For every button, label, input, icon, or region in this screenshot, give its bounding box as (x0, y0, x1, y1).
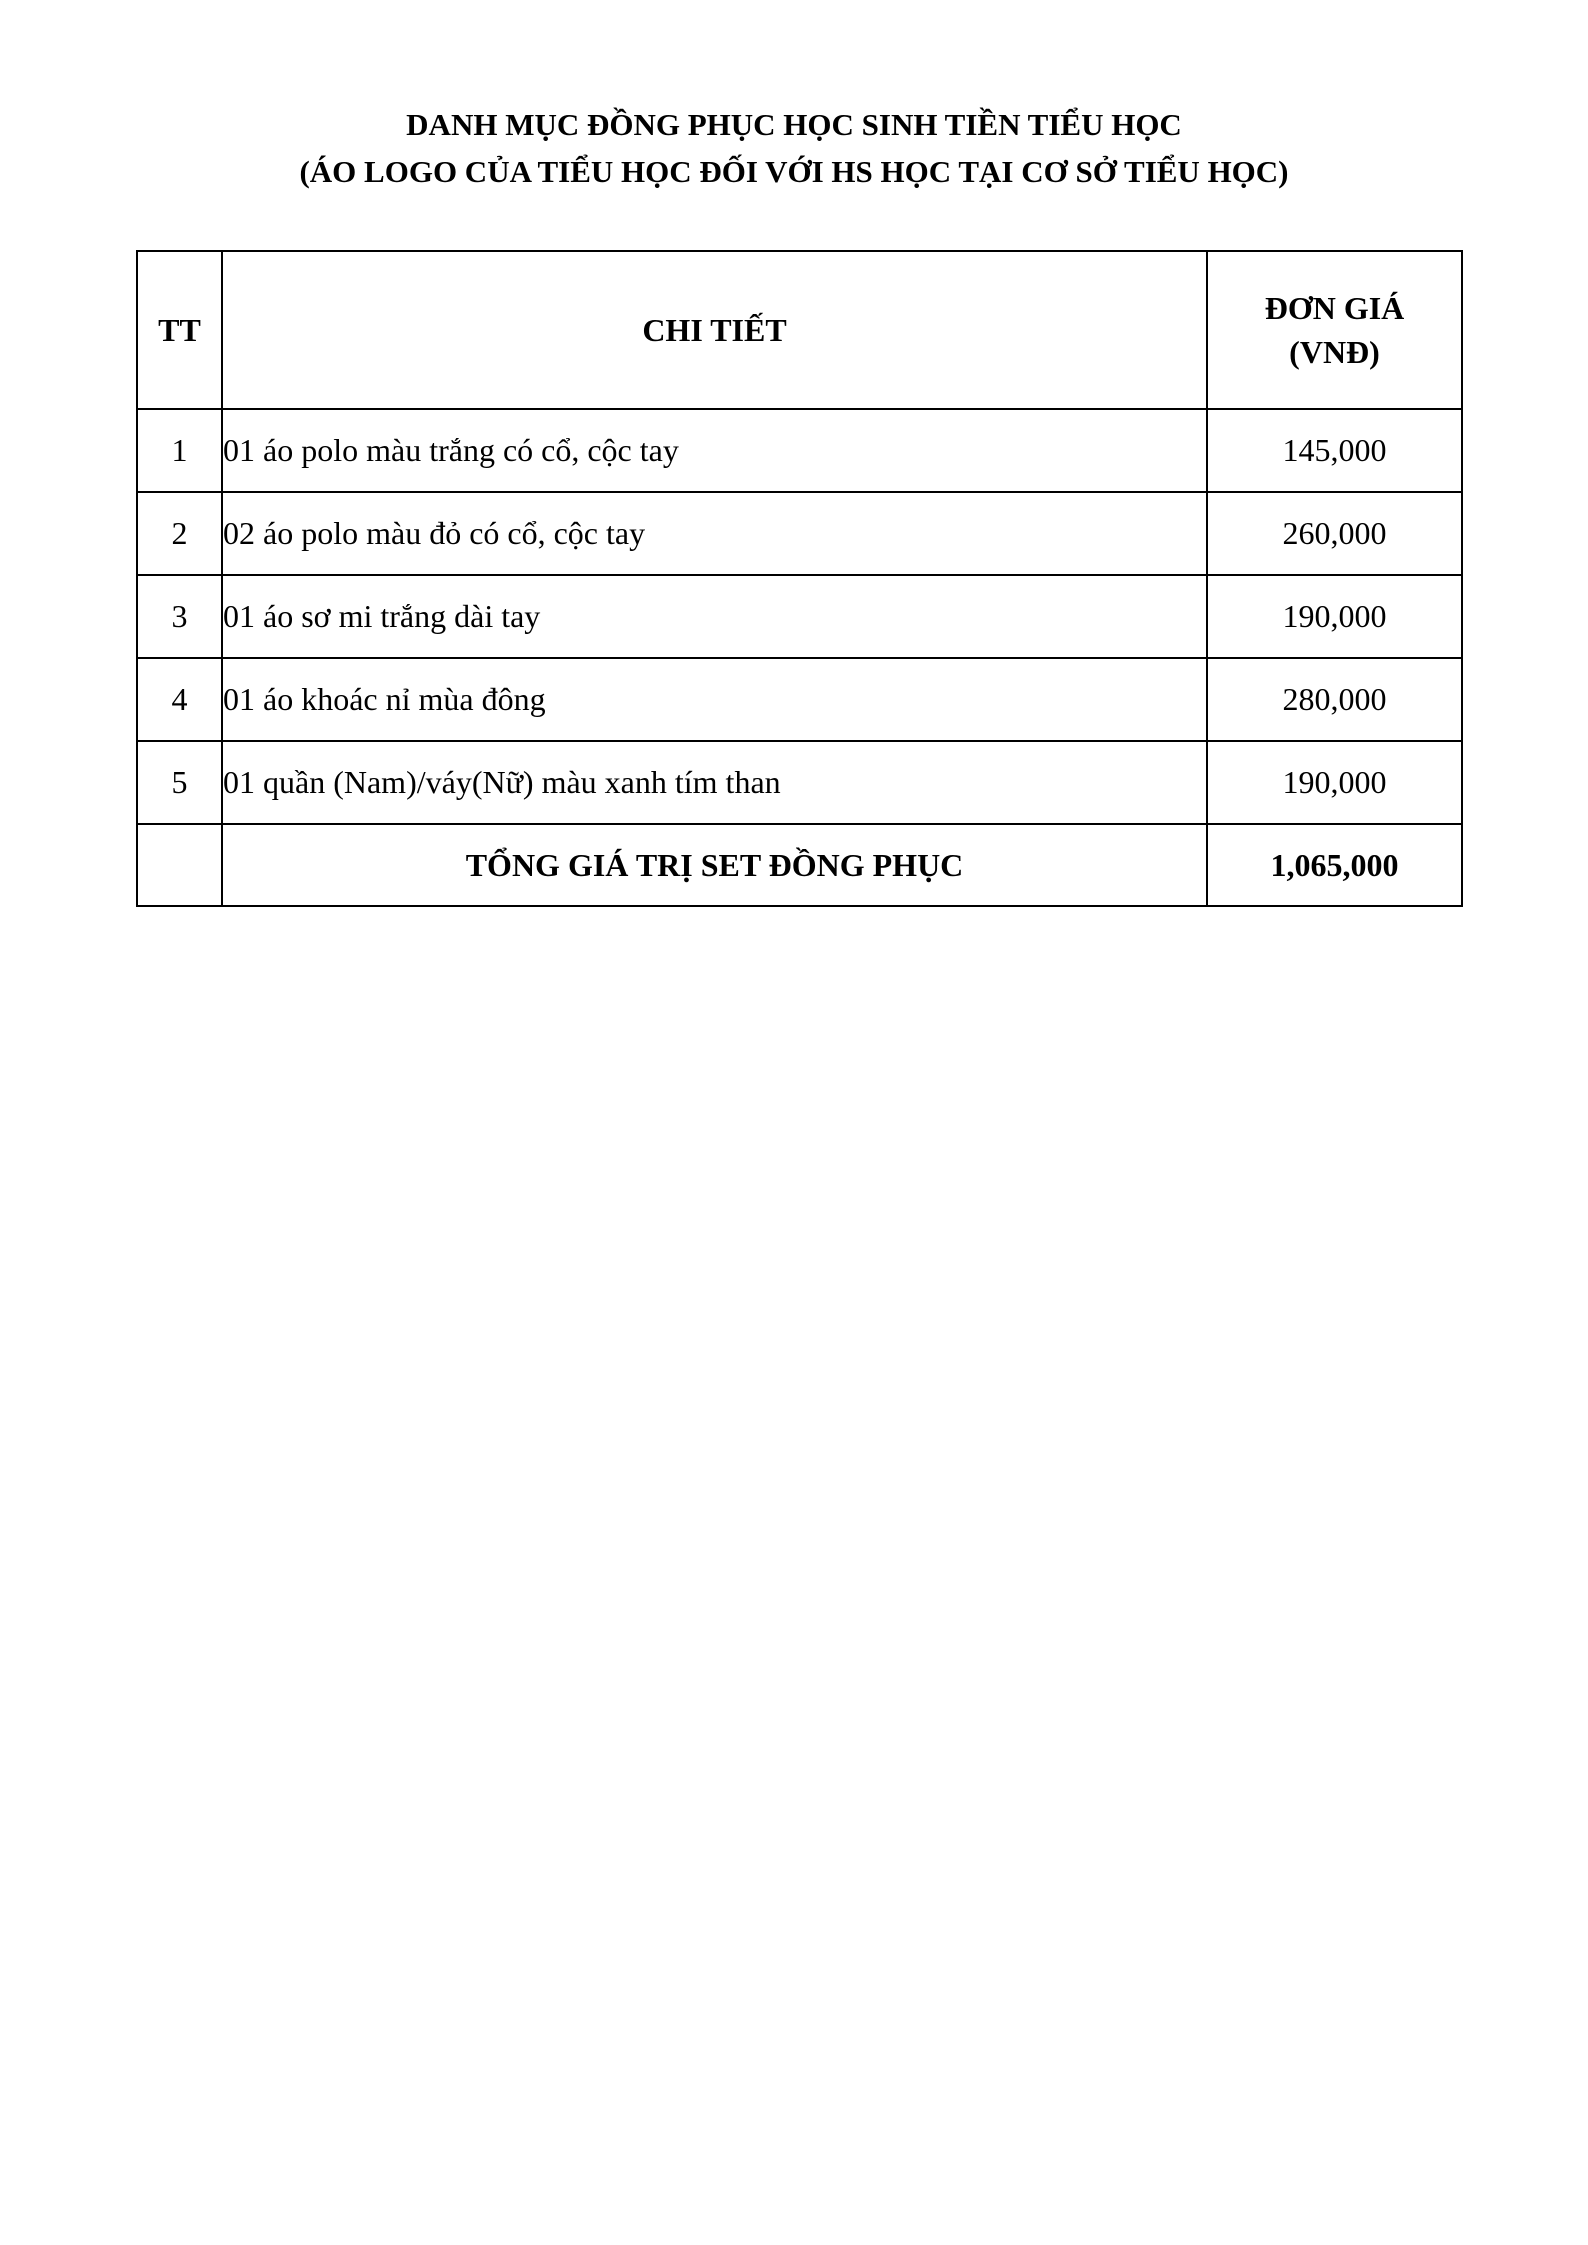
row-price: 190,000 (1207, 741, 1462, 824)
header-price (1207, 251, 1462, 409)
document-title: DANH MỤC ĐỒNG PHỤC HỌC SINH TIỀN TIỂU HỌC (406, 107, 1182, 142)
row-detail: 02 áo polo màu đỏ có cổ, cộc tay (222, 492, 1207, 575)
row-tt: 5 (137, 741, 222, 824)
row-price: 190,000 (1207, 575, 1462, 658)
row-price: 145,000 (1207, 409, 1462, 492)
row-price: 280,000 (1207, 658, 1462, 741)
header-detail: CHI TIẾT (222, 251, 1207, 409)
row-detail: 01 áo khoác nỉ mùa đông (222, 658, 1207, 741)
header-price-line1: ĐƠN GIÁ (1264, 290, 1405, 326)
table-header-row (137, 251, 1462, 409)
row-tt: 1 (137, 409, 222, 492)
total-label: TỔNG GIÁ TRỊ SET ĐỒNG PHỤC (222, 824, 1207, 906)
table-row (137, 658, 1462, 741)
row-detail: 01 áo sơ mi trắng dài tay (222, 575, 1207, 658)
row-tt: 4 (137, 658, 222, 741)
row-price: 260,000 (1207, 492, 1462, 575)
total-empty-cell (137, 824, 222, 906)
table-row (137, 409, 1462, 492)
total-row (137, 824, 1462, 906)
total-value: 1,065,000 (1207, 824, 1462, 906)
row-detail: 01 quần (Nam)/váy(Nữ) màu xanh tím than (222, 741, 1207, 824)
table-row (137, 492, 1462, 575)
document-subtitle: (ÁO LOGO CỦA TIỂU HỌC ĐỐI VỚI HS HỌC TẠI CƠ SỞ TIỂU HỌC) (299, 154, 1289, 189)
header-tt: TT (137, 251, 222, 409)
header-price-line2: (VNĐ) (1289, 334, 1380, 370)
table-row (137, 575, 1462, 658)
row-detail: 01 áo polo màu trắng có cổ, cộc tay (222, 409, 1207, 492)
table-row (137, 741, 1462, 824)
row-tt: 3 (137, 575, 222, 658)
uniform-price-table (136, 250, 1463, 907)
row-tt: 2 (137, 492, 222, 575)
